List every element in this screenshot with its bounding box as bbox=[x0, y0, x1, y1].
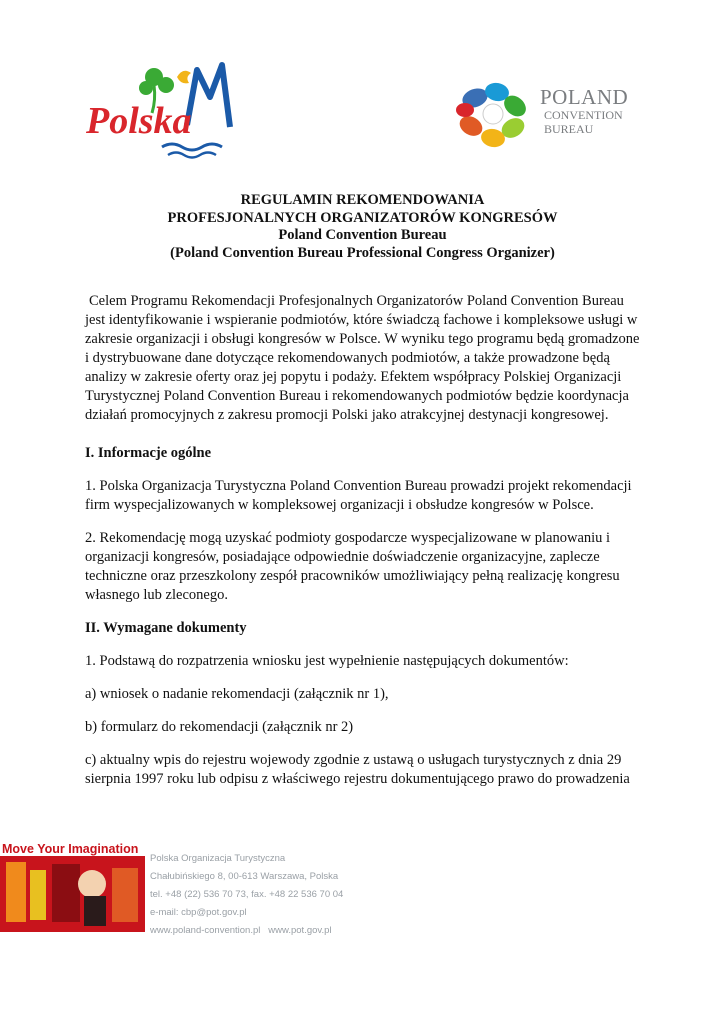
polska-logo-graphic bbox=[82, 55, 242, 160]
title-line-2: PROFESJONALNYCH ORGANIZATORÓW KONGRESÓW bbox=[167, 209, 558, 226]
footer-address: Chałubińskiego 8, 00-613 Warszawa, Polska bbox=[150, 871, 339, 882]
polska-wordmark: Polska bbox=[86, 100, 192, 142]
pcb-bureau: BUREAU bbox=[544, 122, 594, 136]
pcb-wordmark bbox=[540, 86, 628, 136]
banner-block bbox=[30, 870, 46, 920]
footer-contact bbox=[150, 850, 343, 940]
logo-leaf bbox=[158, 77, 174, 93]
logo-wave bbox=[168, 153, 216, 158]
logo-wave bbox=[162, 144, 222, 150]
section-1-paragraph-2: 2. Rekomendację mogą uzyskać podmioty gospodarcze wyspecjalizowane w planowaniu i organizacji kongresów, posiadające odpowiednie doświadczenie organizacyjne, zaplecze techniczne oraz przeszkolony zespół pracowników umożliwiający pełną realizację kongresu własnego lub zleconego. bbox=[85, 530, 620, 603]
polska-logo bbox=[82, 55, 242, 160]
banner-figure bbox=[78, 870, 106, 898]
section-2-item-a: a) wniosek o nadanie rekomendacji (załącznik nr 1), bbox=[85, 686, 389, 702]
pcb-flower-icon bbox=[455, 80, 535, 150]
logo-bird bbox=[177, 71, 191, 84]
document-body bbox=[85, 292, 645, 789]
footer-phone: tel. +48 (22) 536 70 73, fax. +48 22 536 70 04 bbox=[150, 889, 344, 900]
footer-email[interactable]: e-mail: cbp@pot.gov.pl bbox=[150, 907, 247, 918]
title-line-3: Poland Convention Bureau bbox=[278, 227, 447, 243]
title-line-1: REGULAMIN REKOMENDOWANIA bbox=[240, 192, 485, 208]
section-2-heading: II. Wymagane dokumenty bbox=[85, 620, 247, 636]
move-your-imagination-banner bbox=[0, 840, 145, 932]
logo-mountain bbox=[187, 65, 230, 127]
pcb-convention: CONVENTION bbox=[544, 108, 623, 122]
footer-websites[interactable]: www.poland-convention.pl www.pot.gov.pl bbox=[150, 925, 332, 936]
title-line-4: (Poland Convention Bureau Professional Congress Organizer) bbox=[170, 244, 555, 261]
banner-block bbox=[6, 862, 26, 922]
banner-text: Move Your Imagination bbox=[2, 842, 139, 856]
logo-leaf bbox=[139, 81, 153, 95]
section-1-heading: I. Informacje ogólne bbox=[85, 445, 212, 461]
banner-graphic bbox=[0, 840, 145, 932]
petal bbox=[456, 103, 474, 117]
section-2-item-c: c) aktualny wpis do rejestru wojewody zgodnie z ustawą o usługach turystycznych z dnia 29 sierpnia 1997 roku lub odpisu z właściwego rejestru dokumentującego prawo do prowadzenia bbox=[85, 752, 630, 787]
banner-block bbox=[112, 868, 138, 922]
section-2-paragraph-1: 1. Podstawą do rozpatrzenia wniosku jest wypełnienie następujących dokumentów: bbox=[85, 653, 569, 669]
flower-center bbox=[483, 104, 503, 124]
banner-block bbox=[52, 864, 80, 922]
section-2-item-b: b) formularz do rekomendacji (załącznik nr 2) bbox=[85, 719, 354, 735]
footer-org: Polska Organizacja Turystyczna bbox=[150, 853, 286, 864]
pcb-poland: POLAND bbox=[540, 85, 629, 109]
footer bbox=[0, 840, 725, 950]
section-1-paragraph-1: 1. Polska Organizacja Turystyczna Poland Convention Bureau prowadzi projekt rekomendacji firm wyspecjalizowanych w kompleksowej organizacji i obsłudze kongresów w Polsce. bbox=[85, 478, 632, 513]
banner-figure bbox=[84, 896, 106, 926]
document-title bbox=[0, 192, 725, 262]
intro-paragraph: Celem Programu Rekomendacji Profesjonalnych Organizatorów Poland Convention Bureau jest identyfikowanie i wspieranie podmiotów, które świadczą fachowe i kompleksowe usługi w zakresie organizacji i obsługi kongresów w Polsce. W wyniku tego programu będą gromadzone i dystrybuowane dane dotyczące rekomendowanych podmiotów, a także prowadzone będą analizy w zakresie oferty oraz jej popytu i podaży. Efektem współpracy Polskiej Organizacji Turystycznej Poland Convention Bureau i rekomendowanych podmiotów będzie koordynacja działań promocyjnych z zakresu promocji Polski jako atrakcyjnej destynacji kongresowej. bbox=[85, 293, 640, 423]
